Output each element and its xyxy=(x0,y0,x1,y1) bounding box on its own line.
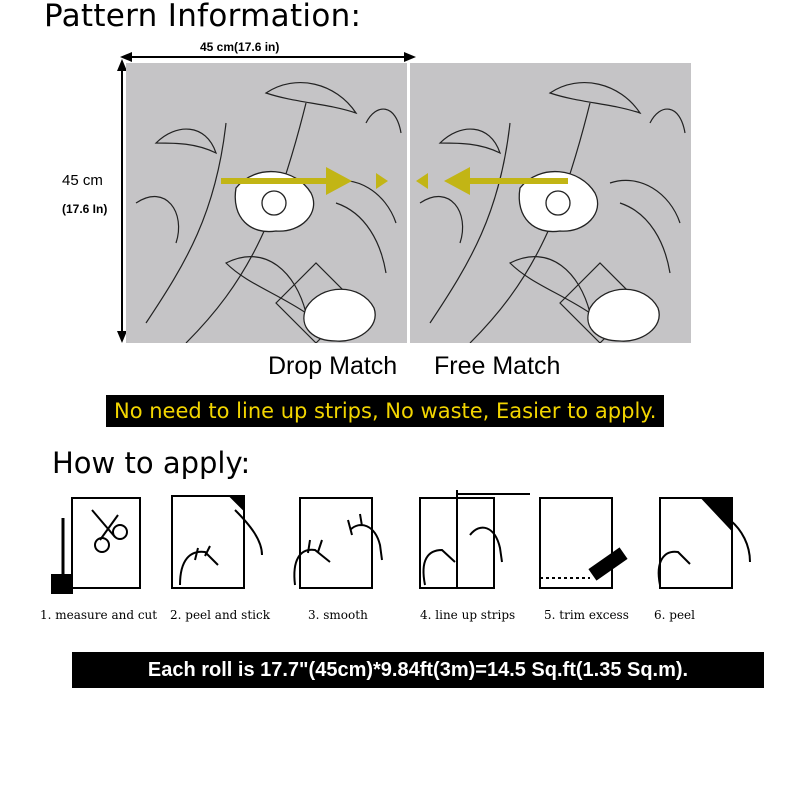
step-label: 5. trim excess xyxy=(544,608,629,622)
drop-match-label: Drop Match xyxy=(268,352,398,380)
free-match-label: Free Match xyxy=(434,352,561,380)
floral-pattern-image xyxy=(126,63,407,343)
how-to-title: How to apply: xyxy=(52,446,251,480)
step-label: 3. smooth xyxy=(308,608,368,622)
roll-size-banner: Each roll is 17.7"(45cm)*9.84ft(3m)=14.5 Sq.ft(1.35 Sq.m). xyxy=(72,652,764,688)
step-label: 1. measure and cut xyxy=(40,608,158,622)
step-label: 6. peel xyxy=(654,608,695,622)
pattern-panel-right xyxy=(410,63,691,343)
sheet-icon xyxy=(72,498,140,588)
no-waste-banner: No need to line up strips, No waste, Easier to apply. xyxy=(106,395,664,427)
height-label-in: (17.6 In) xyxy=(62,202,108,216)
floral-pattern-image xyxy=(410,63,691,343)
width-label: 45 cm(17.6 in) xyxy=(200,40,280,54)
height-label-cm: 45 cm xyxy=(62,172,103,189)
step-label: 4. line up strips xyxy=(420,608,516,622)
step-label: 2. peel and stick xyxy=(170,608,270,622)
pattern-panel-left xyxy=(126,63,407,343)
steps-illustration xyxy=(30,490,770,605)
page-title: Pattern Information: xyxy=(44,0,362,34)
